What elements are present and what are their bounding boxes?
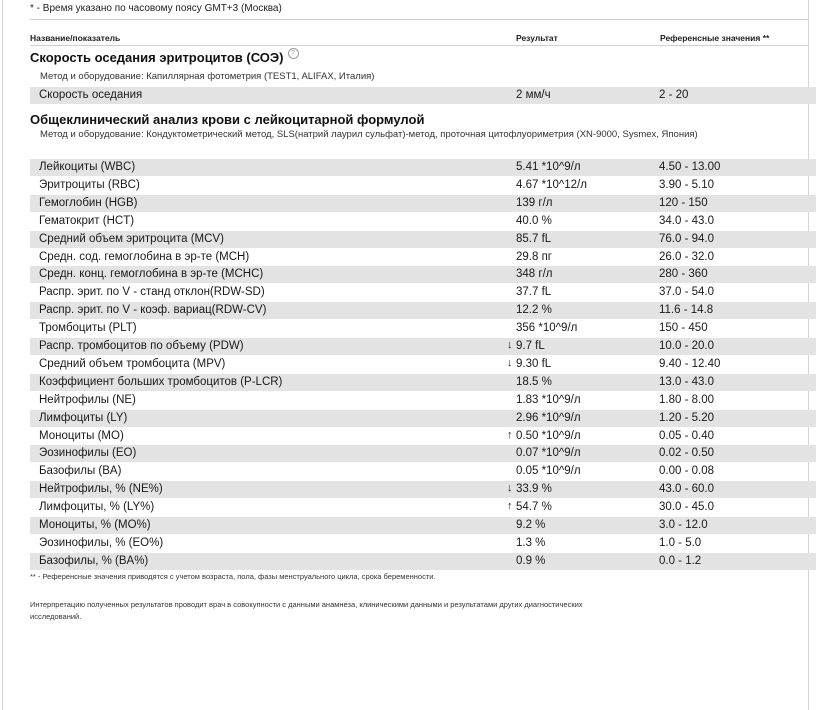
row-name: Распр. тромбоцитов по объему (PDW) [39,340,244,352]
arrow-down-icon: ↓ [507,339,513,351]
table-row [30,159,816,176]
timezone-note: * - Время указано по часовому поясу GMT+3 (Москва) [30,3,282,14]
table-row [30,231,816,248]
row-reference: 13.0 - 43.0 [659,375,714,388]
table-row [30,87,816,104]
row-result: 139 г/л [516,196,553,209]
arrow-down-icon: ↓ [507,482,513,495]
table-row [30,553,816,570]
table-row [30,410,816,427]
section-method-cbc: Метод и оборудование: Кондуктометрический метод, SLS(натрий лаурил сульфат)-метод, проточная цитофлуориметрия (XN-9000, Sysmex, Япония) [40,129,698,140]
row-name: Скорость оседания [39,89,143,101]
row-name: Средн. конц. гемоглобина в эр-те (MCHC) [39,268,264,281]
help-circle-icon[interactable]: ? [288,48,299,59]
row-result: 85.7 fL [516,232,552,245]
row-name: Средн. сод. гемоглобина в эр-те (MCH) [39,250,250,263]
row-name: Коэффициент больших тромбоцитов (P-LCR) [39,375,283,388]
table-row [30,428,816,445]
row-reference: 280 - 360 [659,268,708,281]
table-row [30,177,816,194]
row-reference: 9.40 - 12.40 [659,357,721,370]
row-result: 12.2 % [516,304,552,317]
row-result: 54.7 % [516,501,552,514]
row-result: 0.05 *10^9/л [516,465,581,478]
table-row [30,374,816,391]
row-name: Лимфоциты, % (LY%) [39,501,155,514]
arrow-down-icon: ↓ [507,356,513,369]
section-title-cbc: Общеклинический анализ крови с лейкоцитарной формулой [30,112,425,127]
column-header-result: Результат [516,33,558,43]
row-result: 5.41 *10^9/л [516,161,581,173]
row-reference: 150 - 450 [659,322,708,335]
table-row [30,463,816,480]
row-result: 4.67 *10^12/л [516,178,587,191]
row-reference: 37.0 - 54.0 [659,286,714,299]
table-row [30,320,816,337]
row-reference: 4.50 - 13.00 [659,161,721,173]
row-name: Распр. эрит. по V - станд отклон(RDW-SD) [39,286,265,299]
row-name: Средний объем эритроцита (MCV) [39,232,224,245]
arrow-up-icon: ↑ [507,428,513,441]
table-row [30,445,816,462]
row-reference: 11.6 - 14.8 [659,304,714,317]
row-reference: 3.0 - 12.0 [659,519,708,531]
arrow-up-icon: ↑ [507,500,513,513]
table-row [30,195,816,212]
row-reference: 1.0 - 5.0 [659,536,702,549]
row-result: 0.9 % [516,554,546,567]
row-reference: 120 - 150 [659,196,708,209]
table-row [30,535,816,552]
row-result: 356 *10^9/л [516,322,578,335]
table-row [30,356,816,373]
divider [30,19,808,20]
row-result: 33.9 % [516,483,552,496]
table-row [30,302,816,319]
row-name: Гематокрит (HCT) [39,214,135,227]
row-reference: 0.0 - 1.2 [659,554,702,567]
row-name: Эозинофилы, % (EO%) [39,536,164,549]
divider [30,45,808,46]
row-name: Базофилы (BA) [39,465,122,478]
row-result: 9.7 fL [516,340,545,352]
section-title-esr: Скорость оседания эритроцитов (СОЭ) ? [30,50,299,65]
page-left-border [2,0,3,710]
row-reference: 43.0 - 60.0 [659,483,714,496]
row-reference: 0.02 - 0.50 [659,447,714,460]
row-name: Нейтрофилы (NE) [39,393,136,406]
row-reference: 26.0 - 32.0 [659,250,714,263]
row-reference: 0.05 - 0.40 [659,429,714,442]
row-result: 29.8 пг [516,250,552,263]
table-row [30,481,816,498]
interpretation-note: Интерпретацию полученных результатов проводит врач в совокупности с данными анамнеза, клиническими данными и результатами других диагностических исследований. [30,600,583,621]
row-result: 348 г/л [516,268,553,281]
row-result: 1.83 *10^9/л [516,393,581,406]
table-row [30,338,816,355]
table-row [30,499,816,516]
row-name: Средний объем тромбоцита (MPV) [39,357,226,370]
row-result: 2.96 *10^9/л [516,411,581,424]
row-result: 9.30 fL [516,357,552,370]
row-result: 0.07 *10^9/л [516,447,581,460]
row-result: 40.0 % [516,214,552,227]
row-reference: 34.0 - 43.0 [659,214,714,227]
row-name: Гемоглобин (HGB) [39,196,138,209]
table-row [30,392,816,409]
row-name: Распр. эрит. по V - коэф. вариац(RDW-CV) [39,304,267,317]
row-name: Лейкоциты (WBC) [39,161,136,173]
row-reference: 1.20 - 5.20 [659,411,714,424]
row-name: Моноциты, % (MO%) [39,519,151,531]
reference-footnote: ** - Референсные значения приводятся с учетом возраста, пола, фазы менструального цикла, срока беременности. [30,572,436,581]
row-result: 1.3 % [516,536,546,549]
row-reference: 76.0 - 94.0 [659,232,714,245]
table-row [30,213,816,230]
table-row [30,284,816,301]
row-reference: 1.80 - 8.00 [659,393,714,406]
row-name: Эритроциты (RBC) [39,178,140,191]
row-reference: 2 - 20 [659,89,689,101]
row-name: Тромбоциты (PLT) [39,322,137,335]
row-reference: 0.00 - 0.08 [659,465,714,478]
row-reference: 30.0 - 45.0 [659,501,714,514]
row-reference: 10.0 - 20.0 [659,340,714,352]
row-name: Базофилы, % (BA%) [39,554,149,567]
row-name: Нейтрофилы, % (NE%) [39,483,163,496]
section-method-esr: Метод и оборудование: Капиллярная фотометрия (TEST1, ALIFAX, Италия) [40,71,375,82]
row-result: 9.2 % [516,519,546,531]
table-row [30,517,816,534]
column-header-name: Название/показатель [30,33,121,43]
table-row [30,249,816,266]
row-reference: 3.90 - 5.10 [659,178,714,191]
row-result: 37.7 fL [516,286,552,299]
row-result: 0.50 *10^9/л [516,429,581,442]
row-name: Моноциты (MO) [39,429,124,442]
row-name: Лимфоциты (LY) [39,411,128,424]
row-result: 18.5 % [516,375,552,388]
row-result: 2 мм/ч [516,89,551,101]
table-row [30,266,816,283]
row-name: Эозинофилы (EO) [39,447,137,460]
column-header-reference: Референсные значения ** [660,33,770,43]
